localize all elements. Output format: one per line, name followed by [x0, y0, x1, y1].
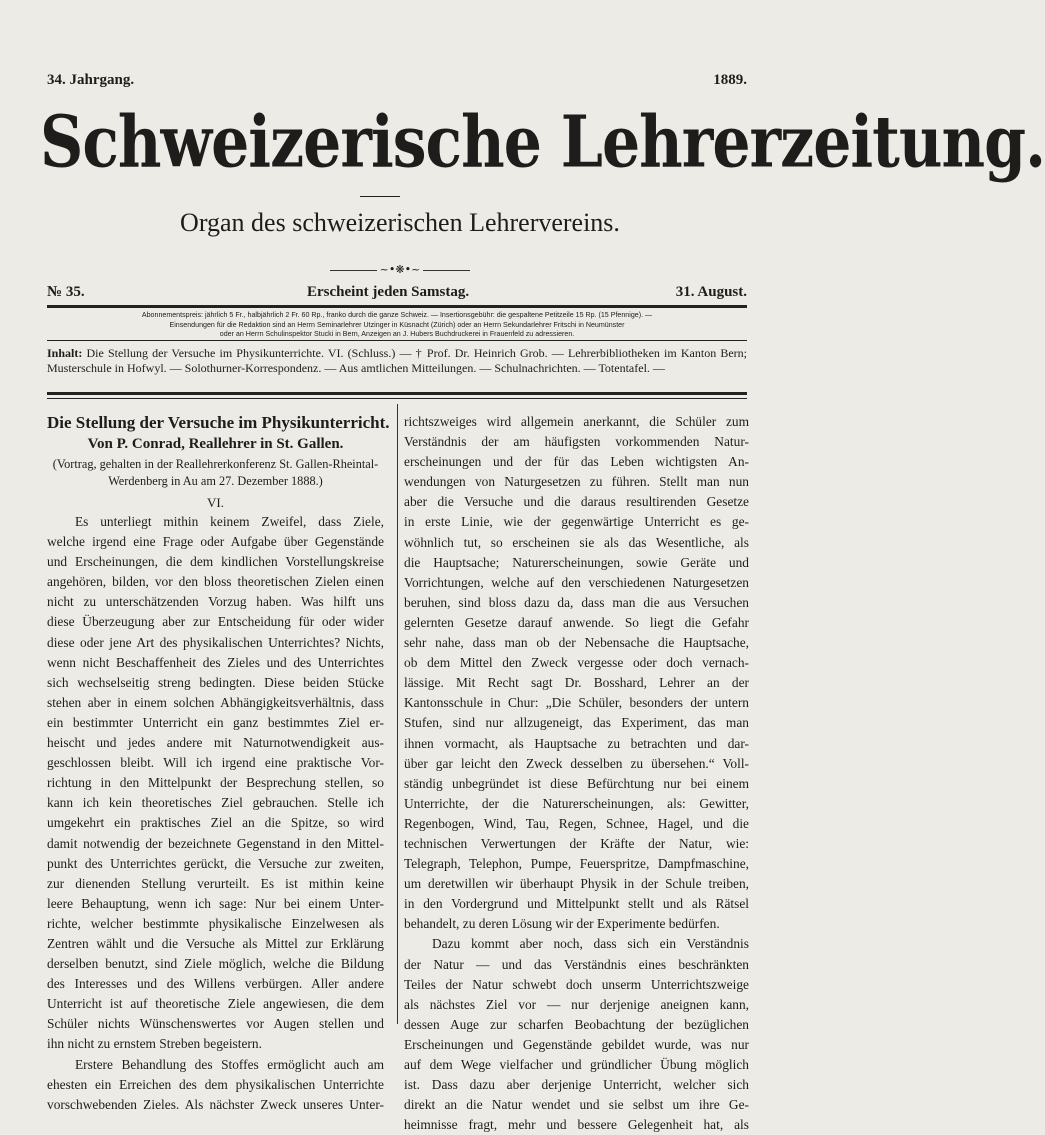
volume-label: 34. Jahrgang.: [47, 72, 135, 88]
text-line: beruhen, sind bloss dazu da, dass man die aus Versuchen: [404, 594, 749, 610]
text-line: Kantonsschule in Chur: „Die Schüler, besonders der untern: [404, 695, 749, 711]
issue-date: 31. August.: [675, 284, 747, 300]
text-line: Schüler nichts Wünschenswertes vor Augen stellen und: [47, 1016, 384, 1032]
ornament-icon: ~•❋•~: [377, 263, 424, 276]
contents-label: Inhalt:: [47, 346, 83, 360]
text-line: die Hauptsache; Naturerscheinungen, sowie Geräte und: [404, 554, 749, 570]
rule-below-contents-thin: [47, 398, 747, 399]
text-line: derselben benutzt, sind Ziele möglich, welche die Bildung: [47, 956, 384, 972]
text-line: richtung in den Mittelpunkt der Besprechung stellen, so: [47, 775, 384, 791]
text-line: ständig unbegründet ist diese Befürchtung nur bei einem: [404, 775, 749, 791]
text-line: wenn nicht Beschaffenheit des Zieles und des Unterrichtes: [47, 654, 384, 670]
rule-under-issue: [47, 305, 747, 308]
text-line: technischen Verwertungen der Kräfte der Natur, wie:: [404, 835, 749, 851]
text-line: Zentren wählt und die Versuche als Mittel zur Erklärung: [47, 935, 384, 951]
text-line: Es unterliegt mithin keinem Zweifel, dass Ziele,: [75, 514, 384, 529]
text-line: richtszweiges wird allgemein anerkannt, die Schüler zum: [404, 414, 749, 429]
text-line: heimnisse fragt, mehr und bessere Gelegenheit hat, als: [404, 1117, 749, 1133]
text-line: Teiles der Natur schwebt doch unserm Unterrichtszweige: [404, 976, 749, 992]
text-line: heischt und jedes andere mit Naturnotwendigkeit aus-: [47, 735, 384, 751]
text-line: vorschwebenden Zieles. Als nächster Zweck unseres Unter-: [47, 1096, 384, 1112]
text-line: der Natur — und das Verständnis eines beschränkten: [404, 956, 749, 972]
text-line: Regenbogen, Wind, Tau, Regen, Schnee, Hagel, und die: [404, 815, 749, 831]
subscription-line: Abonnementspreis: jährlich 5 Fr., halbjährlich 2 Fr. 60 Rp., franko durch die ganze Schweiz. — Insertionsgebühr: die gespaltene Petitzeile 15 Rp. (15 Pfennige). —: [141, 311, 653, 319]
masthead-title: Schweizerische Lehrerzeitung.: [40, 101, 1045, 185]
text-line: wöhnlich tut, so erscheinen sie als das Wesentliche, als: [404, 534, 749, 550]
subscription-line: oder an Herrn Schulinspektor Stucki in Bern, Anzeigen an J. Hubers Buchdruckerei in Frauenfeld zu adressieren.: [219, 330, 575, 338]
text-line: diese Überzeugung aber zur Entscheidung für oder wider: [47, 614, 384, 630]
text-line: um deretwillen wir überhaupt Physik in der Schule treiben,: [404, 876, 749, 892]
publication-schedule: Erscheint jeden Samstag.: [307, 284, 470, 300]
rule-below-contents: [47, 392, 747, 395]
article-note: (Vortrag, gehalten in der Reallehrerkonferenz St. Gallen-Rheintal-Werdenberg in Au am 27. Dezember 1888.): [52, 457, 379, 488]
text-line: angehören, bilden, vor den bloss theoretischen Zielen einen: [47, 574, 384, 590]
text-line: ist. Dass dazu aber derjenige Unterricht, welcher sich: [404, 1077, 749, 1093]
masthead-rule: [360, 196, 400, 197]
text-line: ihn nicht zu ernstem Streben begeistern.: [47, 1036, 262, 1052]
text-line: ein bestimmter Unterricht ein ganz bestimmtes Ziel er-: [47, 714, 384, 730]
left-column-text: [47, 512, 384, 1115]
text-line: in den Vordergrund und Mittelpunkt stellt und als Rätsel: [404, 896, 749, 912]
text-line: diese oder jene Art des physikalischen Unterrichtes? Nichts,: [47, 634, 384, 650]
left-column: [47, 412, 390, 1115]
text-line: kann ich kein theoretisches Ziel gebrauchen. Stelle ich: [47, 795, 384, 811]
ornament-divider: [330, 258, 470, 276]
right-column-text: [404, 412, 749, 1135]
subscription-line: Einsendungen für die Redaktion sind an Herrn Seminarlehrer Utzinger in Küsnacht (Zürich) oder an Herrn Sekundarlehrer Fritschi in Neumünster: [169, 320, 625, 329]
column-divider: [397, 404, 398, 1024]
text-line: sich wechselseitig streng bedingten. Diese beiden Stücke: [47, 674, 384, 690]
text-line: leere Behauptung, wenn ich sage: Nur bei einem Unter-: [47, 895, 384, 911]
text-line: gelernten Gesetze darauf anwende. So liegt die Gefahr: [404, 614, 749, 630]
text-line: erscheinungen und der für das Leben wichtigsten An-: [404, 454, 749, 470]
rule-above-contents: [47, 340, 747, 341]
text-line: Verständnis der am häufigsten vorkommenden Natur-: [404, 434, 749, 450]
text-line: zur dienenden Stellung verurteilt. Es ist mithin keine: [47, 875, 384, 891]
text-line: ob dem Mittel den Zweck vergesse oder doch vernach-: [404, 655, 749, 671]
text-line: ihnen vormacht, als Hauptsache zu betrachten und dar-: [404, 735, 749, 751]
text-line: sehr nahe, dass man ob der Nebensache die Hauptsache,: [404, 635, 749, 651]
text-line: auf dem Wege vielfacher und gründlicher Übung möglich: [404, 1057, 749, 1072]
subscription-info: [47, 311, 747, 340]
text-line: Dazu kommt aber noch, dass sich ein Verständnis: [432, 936, 749, 952]
section-number: VI.: [207, 495, 224, 510]
text-line: lässige. Mit Recht sagt Dr. Bosshard, Lehrer an der: [404, 675, 749, 691]
year-label: 1889.: [713, 72, 747, 88]
text-line: behandelt, zu deren Lösung wir der Experimente bedürfen.: [404, 916, 720, 932]
text-line: Telegraph, Telephon, Pumpe, Feuerspritze, Dampfmaschine,: [404, 856, 749, 872]
text-line: Erstere Behandlung des Stoffes ermöglicht auch am: [75, 1056, 384, 1072]
text-line: Unterricht ist auf theoretische Ziele angewiesen, die dem: [47, 996, 384, 1012]
article-author: Von P. Conrad, Reallehrer in St. Gallen.: [87, 436, 344, 452]
issue-number: № 35.: [47, 284, 85, 300]
contents-text: Die Stellung der Versuche im Physikunterrichte. VI. (Schluss.) — † Prof. Dr. Heinrich Grob. — Lehrerbibliotheken im Kanton Bern; Musterschule in Hofwyl. — Solothurner-Korrespondenz. — Aus amtlichen Mitteilungen. — Schulnachrichten. — Totentafel. —: [47, 346, 748, 375]
right-column: [404, 412, 749, 1135]
text-line: über gar leicht den Zweck desselben zu übersehen.“ Voll-: [404, 755, 749, 771]
text-line: ehesten ein Erreichen des dem physikalischen Unterrichte: [47, 1076, 384, 1092]
issue-line: [47, 284, 747, 304]
text-line: aber die Versuche und die daraus resultirenden Gesetze: [404, 494, 749, 510]
text-line: nicht zu unterschätzenden Vorzug haben. Was hilft uns: [47, 594, 384, 610]
text-line: direkt an die Natur wendet und sie selbst um ihre Ge-: [404, 1097, 749, 1113]
table-of-contents: [47, 346, 747, 376]
text-line: wendungen von Naturgesetzen zu führen. Stellt man nun: [404, 474, 749, 490]
text-line: umgekehrt ein praktisches Ziel an die Spitze, so wird: [47, 815, 384, 831]
text-line: stehen aber in einem solchen Abhängigkeitsverhältnis, dass: [47, 694, 384, 710]
text-line: in erste Linie, wie der gegenwärtige Unterricht es ge-: [404, 514, 749, 530]
text-line: damit notwendig der bezeichnete Gegenstand in den Mittel-: [47, 835, 384, 851]
text-line: des Interesses und des Willens verbürgen. Aller andere: [47, 976, 384, 992]
text-line: und Erscheinungen, die dem kindlichen Vorstellungskreise: [47, 554, 384, 570]
subtitle: Organ des schweizerischen Lehrervereins.: [180, 208, 620, 237]
text-line: welche irgend eine Frage oder Aufgabe über Gegenstände: [47, 534, 384, 550]
text-line: Vorrichtungen, welche auf den verschiedenen Naturgesetzen: [404, 574, 749, 590]
text-line: Unterrichte, der die Naturerscheinungen, als: Gewitter,: [404, 795, 749, 811]
text-line: als nächstes Ziel vor — nur derjenige aneignen kann,: [404, 996, 749, 1012]
text-line: richte, welcher bestimmte physikalische Einzelwesen als: [47, 915, 384, 931]
text-line: punkt des Unterrichtes gerückt, die Versuche zur zweiten,: [47, 855, 384, 871]
text-line: dessen Auge zur scharfen Beobachtung der bezüglichen: [404, 1016, 749, 1032]
text-line: geschlossen bleibt. Will ich irgend eine praktische Vor-: [47, 755, 384, 771]
text-line: Erscheinungen und Gegenstände gebildet wurde, was nur: [404, 1036, 749, 1052]
article-title: Die Stellung der Versuche im Physikunterricht.: [47, 413, 390, 432]
text-line: Stufen, sind nur allzugeneigt, das Experiment, das man: [404, 715, 749, 731]
